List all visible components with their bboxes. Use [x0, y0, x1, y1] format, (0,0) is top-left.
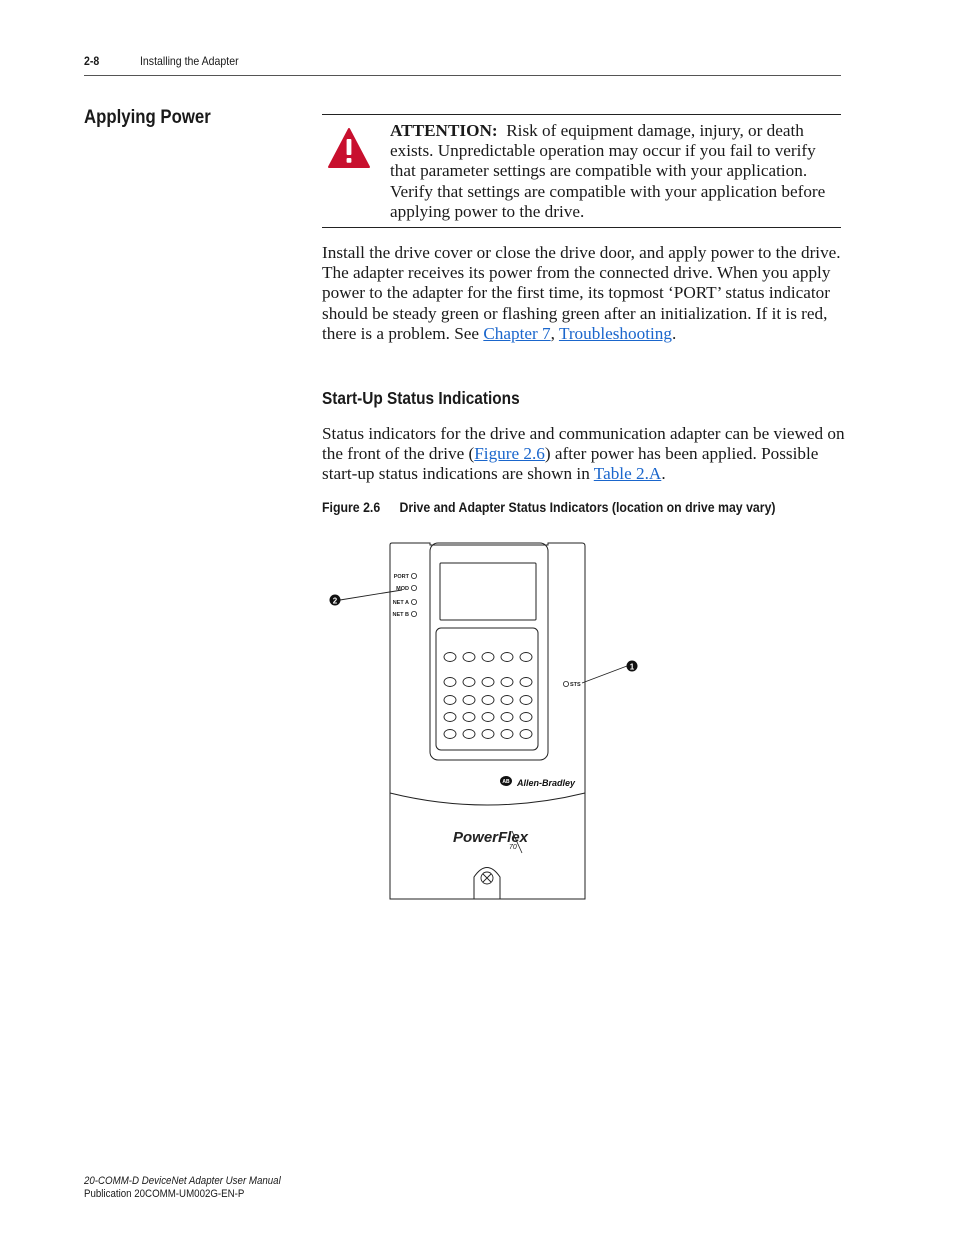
chapter-7-link[interactable]: Chapter 7 — [483, 323, 551, 343]
drive-status-figure — [322, 535, 652, 910]
mod-indicator-label: MOD — [396, 586, 409, 592]
attention-box — [322, 114, 841, 228]
net-a-indicator-led — [411, 599, 416, 604]
product-name: PowerFlex — [453, 829, 529, 846]
warning-triangle-icon — [327, 127, 371, 169]
keypad-buttons — [444, 653, 532, 739]
figure-2-6-link[interactable]: Figure 2.6 — [474, 444, 545, 464]
attention-text — [390, 121, 836, 222]
status-paragraph-end: . — [661, 464, 666, 484]
net-b-indicator-led — [411, 611, 416, 616]
section-title: Applying Power — [84, 106, 211, 128]
figure-caption-text: Drive and Adapter Status Indicators (location on drive may vary) — [399, 499, 776, 515]
power-paragraph-text: Install the drive cover or close the drive door, and apply power to the drive. The adapter receives its power from the connected drive. When you apply power to the adapter for the first time, its topmost ‘PORT’ status indicator should be steady green or flashing green after an initialization. If it is red, there is a problem. See — [322, 243, 841, 343]
sts-indicator-label: STS — [570, 682, 581, 688]
troubleshooting-link[interactable]: Troubleshooting — [558, 323, 672, 343]
link-separator: , — [550, 323, 559, 343]
status-paragraph-text: Status indicators for the drive and communication adapter can be viewed on the front of the drive ( — [322, 424, 845, 464]
brand-logo-text: AB — [502, 779, 510, 785]
power-paragraph — [322, 243, 847, 344]
keypad-key-area — [436, 628, 538, 750]
sts-indicator-led — [563, 681, 568, 686]
subsection-title: Start-Up Status Indications — [322, 388, 520, 408]
callout-1-leader — [582, 666, 627, 683]
footer-manual-title: 20-COMM-D DeviceNet Adapter User Manual — [84, 1175, 281, 1187]
callout-2-number: 2 — [332, 596, 338, 606]
figure-caption — [322, 499, 776, 515]
port-indicator-led — [411, 573, 416, 578]
page-number: 2-8 — [84, 54, 100, 68]
figure-number: Figure 2.6 — [322, 499, 381, 515]
attention-body: Risk of equipment damage, injury, or death exists. Unpredictable operation may occur if you fail to verify that parameter settings are compatible with your application. Verify that settings are compatible with your application before applying power to the drive. — [390, 121, 826, 221]
net-a-indicator-label: NET A — [392, 600, 409, 606]
power-paragraph-end: . — [671, 323, 677, 343]
keypad-enclosure — [430, 543, 548, 760]
callout-2-leader — [340, 590, 402, 600]
page-header — [84, 53, 841, 76]
screw-cross — [483, 874, 491, 882]
brand-name: Allen-Bradley — [517, 778, 576, 788]
keypad-display — [440, 563, 536, 620]
port-indicator-label: PORT — [393, 574, 409, 580]
product-model: 70 — [509, 844, 517, 851]
mod-indicator-led — [411, 585, 416, 590]
status-paragraph-middle: ) after power has been applied. Possible start-up status indications are shown in — [322, 444, 819, 484]
running-head: Installing the Adapter — [140, 54, 239, 68]
net-b-indicator-label: NET B — [392, 612, 409, 618]
table-2a-link[interactable]: Table 2.A — [593, 464, 662, 484]
page-footer — [84, 1175, 281, 1201]
status-paragraph — [322, 424, 847, 485]
footer-publication: Publication 20COMM-UM002G-EN-P — [84, 1188, 245, 1200]
attention-label: ATTENTION: — [390, 121, 498, 140]
cover-curve — [390, 793, 585, 805]
callout-1-number: 1 — [629, 662, 635, 672]
